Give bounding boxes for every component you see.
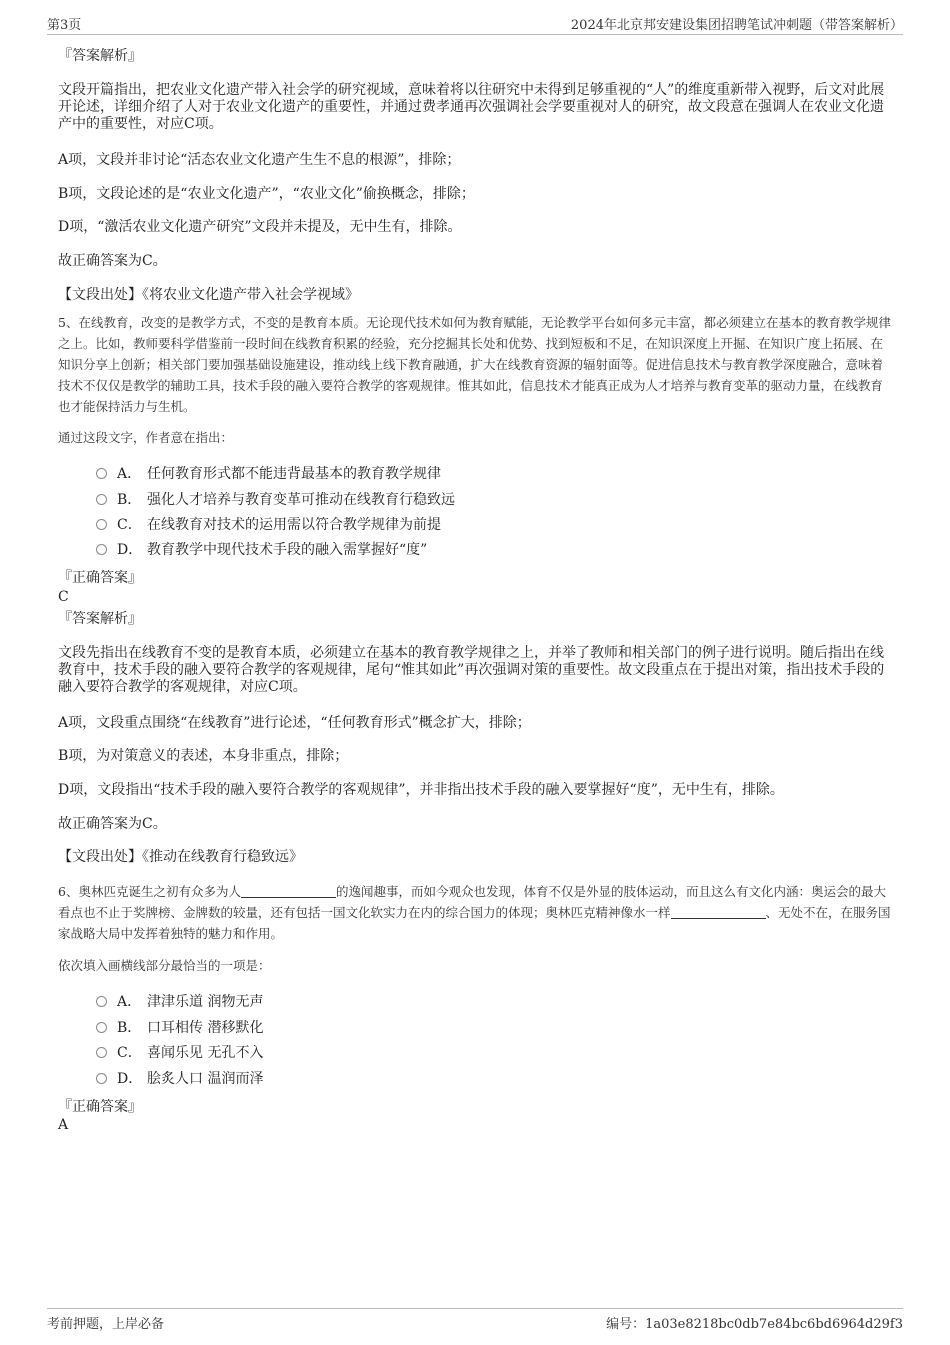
radio-icon[interactable] (96, 1073, 107, 1084)
q6-stem (58, 881, 895, 944)
radio-icon[interactable] (96, 519, 107, 530)
radio-icon[interactable] (96, 544, 107, 555)
q4-option-a-note: A项，文段并非讨论“活态农业文化遗产生生不息的根源”，排除； (58, 152, 461, 168)
q4-source: 【文段出处】《将农业文化遗产带入社会学视域》 (58, 287, 359, 303)
radio-icon[interactable] (96, 996, 107, 1007)
q6-stem-part2: 的逸闻趣事，而如今观众也发现，体育不仅是外显的肢体运动，而且这么有文化内涵：奥运会的最大看点也不止于奖牌榜、金牌数的较量，还有包括一国文化软实力在内的综合国力的体现；奥林匹克精神像水一样 (58, 884, 886, 920)
q5-option-d-note: D项，文段指出“技术手段的融入要符合教学的客观规律”，并非指出技术手段的融入要掌握好“度”，无中生有，排除。 (58, 782, 784, 798)
option-key: C． (117, 1045, 142, 1061)
radio-icon[interactable] (96, 494, 107, 505)
fill-blank-2 (671, 906, 766, 919)
q5-option-d[interactable] (96, 541, 427, 559)
q4-analysis-text: 文段开篇指出，把农业文化遗产带入社会学的研究视域，意味着将以往研究中未得到足够重视的“人”的维度重新带入视野，后文对此展开论述，详细介绍了人对于农业文化遗产的重要性，并通过费孝通再次强调社会学要重视对人的研究，故文段意在强调人在农业文化遗产中的重要性，对应C项。 (58, 82, 885, 132)
radio-icon[interactable] (96, 468, 107, 479)
q5-analysis-label: 『答案解析』 (58, 611, 142, 627)
q6-answer: A (58, 1117, 69, 1133)
q5-option-a[interactable] (96, 465, 441, 483)
q5-answer-label: 『正确答案』 (58, 570, 142, 586)
option-text: 脍炙人口 温润而泽 (147, 1071, 264, 1087)
option-text: 口耳相传 潜移默化 (147, 1020, 264, 1036)
q6-stem-part3: 、无处不在，在服务国家战略大局中发挥着独特的魅力和作用。 (58, 905, 891, 941)
q5-source: 【文段出处】《推动在线教育行稳致远》 (58, 849, 303, 865)
fill-blank-1 (241, 885, 336, 898)
q6-option-c[interactable] (96, 1044, 263, 1062)
option-key: A． (117, 994, 142, 1010)
q4-option-d-note: D项，“激活农业文化遗产研究”文段并未提及，无中生有，排除。 (58, 219, 462, 235)
option-text: 在线教育对技术的运用需以符合教学规律为前提 (147, 517, 441, 533)
q4-conclusion: 故正确答案为C。 (58, 253, 167, 269)
option-key: D． (117, 542, 143, 558)
document-title: 2024年北京邦安建设集团招聘笔试冲刺题（带答案解析） (570, 18, 903, 33)
q5-prompt: 通过这段文字，作者意在指出： (58, 430, 234, 445)
option-text: 任何教育形式都不能违背最基本的教育教学规律 (147, 466, 441, 482)
option-key: A． (117, 466, 142, 482)
page-header (47, 14, 903, 35)
q6-option-a[interactable] (96, 993, 263, 1011)
option-text: 津津乐道 润物无声 (147, 994, 264, 1010)
q5-answer: C (58, 589, 69, 605)
option-key: B． (117, 492, 142, 508)
q6-option-d[interactable] (96, 1070, 263, 1088)
q5-stem: 5、在线教育，改变的是教学方式，不变的是教育本质。无论现代技术如何为教育赋能，无论教学平台如何多元丰富，都必须建立在基本的教育教学规律之上。比如，教师要科学借鉴前一段时间在线教育积累的经验，充分挖掘其长处和优势、找到短板和不足，在知识深度上开掘、在知识广度上拓展、在知识分享上创新；相关部门要加强基础设施建设，推动线上线下教育融通，扩大在线教育资源的辐射面等。促进信息技术与教育教学深度融合，意味着技术不仅仅是教学的辅助工具，技术手段的融入要符合教学的客观规律。惟其如此，信息技术才能真正成为人才培养与教育变革的驱动力量，在线教育也才能保持活力与生机。 (58, 315, 891, 414)
document-id: 编号：1a03e8218bc0db7e84bc6bd6964d29f3 (606, 1317, 903, 1332)
page-footer (47, 1308, 903, 1331)
q5-conclusion: 故正确答案为C。 (58, 816, 167, 832)
q5-option-b-note: B项，为对策意义的表述，本身非重点，排除； (58, 748, 349, 764)
q5-option-b[interactable] (96, 491, 455, 509)
q4-analysis-label: 『答案解析』 (58, 48, 142, 64)
option-text: 强化人才培养与教育变革可推动在线教育行稳致远 (147, 492, 455, 508)
option-text: 喜闻乐见 无孔不入 (147, 1045, 264, 1061)
option-text: 教育教学中现代技术手段的融入需掌握好“度” (147, 542, 428, 558)
q6-answer-label: 『正确答案』 (58, 1099, 142, 1115)
page-number: 第3页 (47, 18, 82, 33)
q5-option-c[interactable] (96, 516, 441, 534)
option-key: C． (117, 517, 142, 533)
q6-prompt: 依次填入画横线部分最恰当的一项是： (58, 958, 271, 973)
option-key: B． (117, 1020, 142, 1036)
radio-icon[interactable] (96, 1022, 107, 1033)
q4-option-b-note: B项，文段论述的是“农业文化遗产”，“农业文化”偷换概念，排除； (58, 186, 475, 202)
q5-option-a-note: A项，文段重点围绕“在线教育”进行论述，“任何教育形式”概念扩大，排除； (58, 715, 531, 731)
q5-analysis-text: 文段先指出在线教育不变的是教育本质，必须建立在基本的教育教学规律之上，并举了教师和相关部门的例子进行说明。随后指出在线教育中，技术手段的融入要符合教学的客观规律，尾句“惟其如此”再次强调对策的重要性。故文段重点在于提出对策，指出技术手段的融入要符合教学的客观规律，对应C项。 (58, 645, 885, 695)
radio-icon[interactable] (96, 1047, 107, 1058)
option-key: D． (117, 1071, 143, 1087)
q6-option-b[interactable] (96, 1019, 263, 1037)
footer-slogan: 考前押题，上岸必备 (47, 1317, 165, 1332)
q6-stem-part1: 6、奥林匹克诞生之初有众多为人 (58, 884, 241, 899)
